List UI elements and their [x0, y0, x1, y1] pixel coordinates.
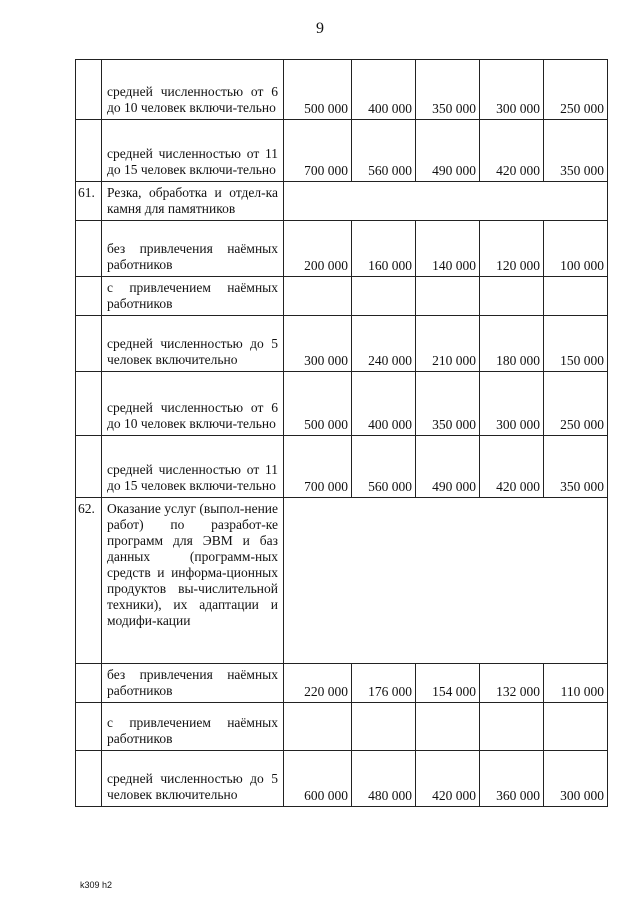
rate-cell: 160 000	[352, 221, 416, 277]
rate-cell: 490 000	[416, 120, 480, 182]
rate-cell: 154 000	[416, 664, 480, 703]
row-description: средней численностью от 11 до 15 человек включи-тельно	[102, 436, 284, 498]
rate-cell: 300 000	[480, 60, 544, 120]
merged-empty-cell	[284, 498, 608, 664]
rate-cell	[480, 703, 544, 751]
rate-cell: 240 000	[352, 316, 416, 372]
table-row	[76, 751, 608, 807]
row-number: 61.	[76, 182, 102, 221]
row-number	[76, 221, 102, 277]
rate-cell	[416, 277, 480, 316]
rate-cell: 700 000	[284, 436, 352, 498]
rate-cell: 300 000	[544, 751, 608, 807]
row-description: средней численностью до 5 человек включительно	[102, 316, 284, 372]
row-description: с привлечением наёмных работников	[102, 703, 284, 751]
row-description: с привлечением наёмных работников	[102, 277, 284, 316]
row-number	[76, 372, 102, 436]
table-row	[76, 182, 608, 221]
rate-cell: 132 000	[480, 664, 544, 703]
row-description: Оказание услуг (выпол-нение работ) по разработ-ке программ для ЭВМ и баз данных (программ-ных средств и информа-ционных продуктов вы-числительной техники), их адаптации и модифи-кации	[102, 498, 284, 664]
rate-cell: 176 000	[352, 664, 416, 703]
table-row	[76, 60, 608, 120]
rate-cell: 210 000	[416, 316, 480, 372]
rate-cell: 200 000	[284, 221, 352, 277]
rate-cell	[352, 703, 416, 751]
row-description: средней численностью от 11 до 15 человек включи-тельно	[102, 120, 284, 182]
rate-cell: 420 000	[480, 120, 544, 182]
table-row	[76, 436, 608, 498]
rate-cell: 350 000	[416, 372, 480, 436]
row-description: Резка, обработка и отдел-ка камня для памятников	[102, 182, 284, 221]
rate-cell: 250 000	[544, 60, 608, 120]
table-row	[76, 221, 608, 277]
rate-cell: 350 000	[544, 120, 608, 182]
row-description: средней численностью до 5 человек включительно	[102, 751, 284, 807]
rate-cell: 400 000	[352, 60, 416, 120]
row-number	[76, 60, 102, 120]
rate-cell: 360 000	[480, 751, 544, 807]
row-description: без привлечения наёмных работников	[102, 664, 284, 703]
table-row	[76, 664, 608, 703]
rate-cell: 140 000	[416, 221, 480, 277]
rate-cell: 150 000	[544, 316, 608, 372]
rate-cell: 300 000	[284, 316, 352, 372]
rate-cell: 120 000	[480, 221, 544, 277]
row-number	[76, 703, 102, 751]
rate-cell: 180 000	[480, 316, 544, 372]
rate-cell: 700 000	[284, 120, 352, 182]
document-code: k309 h2	[80, 880, 113, 890]
rate-cell: 480 000	[352, 751, 416, 807]
rate-cell: 600 000	[284, 751, 352, 807]
table-body	[76, 60, 608, 807]
rate-cell	[352, 277, 416, 316]
rate-cell: 110 000	[544, 664, 608, 703]
rate-cell	[480, 277, 544, 316]
rate-cell: 250 000	[544, 372, 608, 436]
table-row	[76, 703, 608, 751]
rate-cell: 500 000	[284, 60, 352, 120]
rate-cell	[284, 703, 352, 751]
rate-cell: 350 000	[416, 60, 480, 120]
row-description: средней численностью от 6 до 10 человек включи-тельно	[102, 372, 284, 436]
rate-cell: 350 000	[544, 436, 608, 498]
row-number	[76, 436, 102, 498]
row-description: без привлечения наёмных работников	[102, 221, 284, 277]
table-row	[76, 277, 608, 316]
table-row	[76, 372, 608, 436]
rate-cell	[416, 703, 480, 751]
row-number	[76, 316, 102, 372]
rate-cell: 560 000	[352, 120, 416, 182]
rate-cell: 220 000	[284, 664, 352, 703]
rate-cell	[284, 277, 352, 316]
row-number: 62.	[76, 498, 102, 664]
page-number: 9	[316, 20, 324, 37]
rate-cell: 420 000	[480, 436, 544, 498]
row-description: средней численностью от 6 до 10 человек включи-тельно	[102, 60, 284, 120]
rate-cell: 100 000	[544, 221, 608, 277]
table-row	[76, 498, 608, 664]
rate-cell: 490 000	[416, 436, 480, 498]
row-number	[76, 277, 102, 316]
rate-cell: 560 000	[352, 436, 416, 498]
row-number	[76, 751, 102, 807]
rate-cell: 300 000	[480, 372, 544, 436]
rate-cell: 500 000	[284, 372, 352, 436]
rate-cell	[544, 277, 608, 316]
table-row	[76, 316, 608, 372]
merged-empty-cell	[284, 182, 608, 221]
row-number	[76, 120, 102, 182]
table-row	[76, 120, 608, 182]
rate-cell: 400 000	[352, 372, 416, 436]
rate-cell: 420 000	[416, 751, 480, 807]
rate-cell	[544, 703, 608, 751]
tax-rate-table	[75, 59, 608, 807]
row-number	[76, 664, 102, 703]
